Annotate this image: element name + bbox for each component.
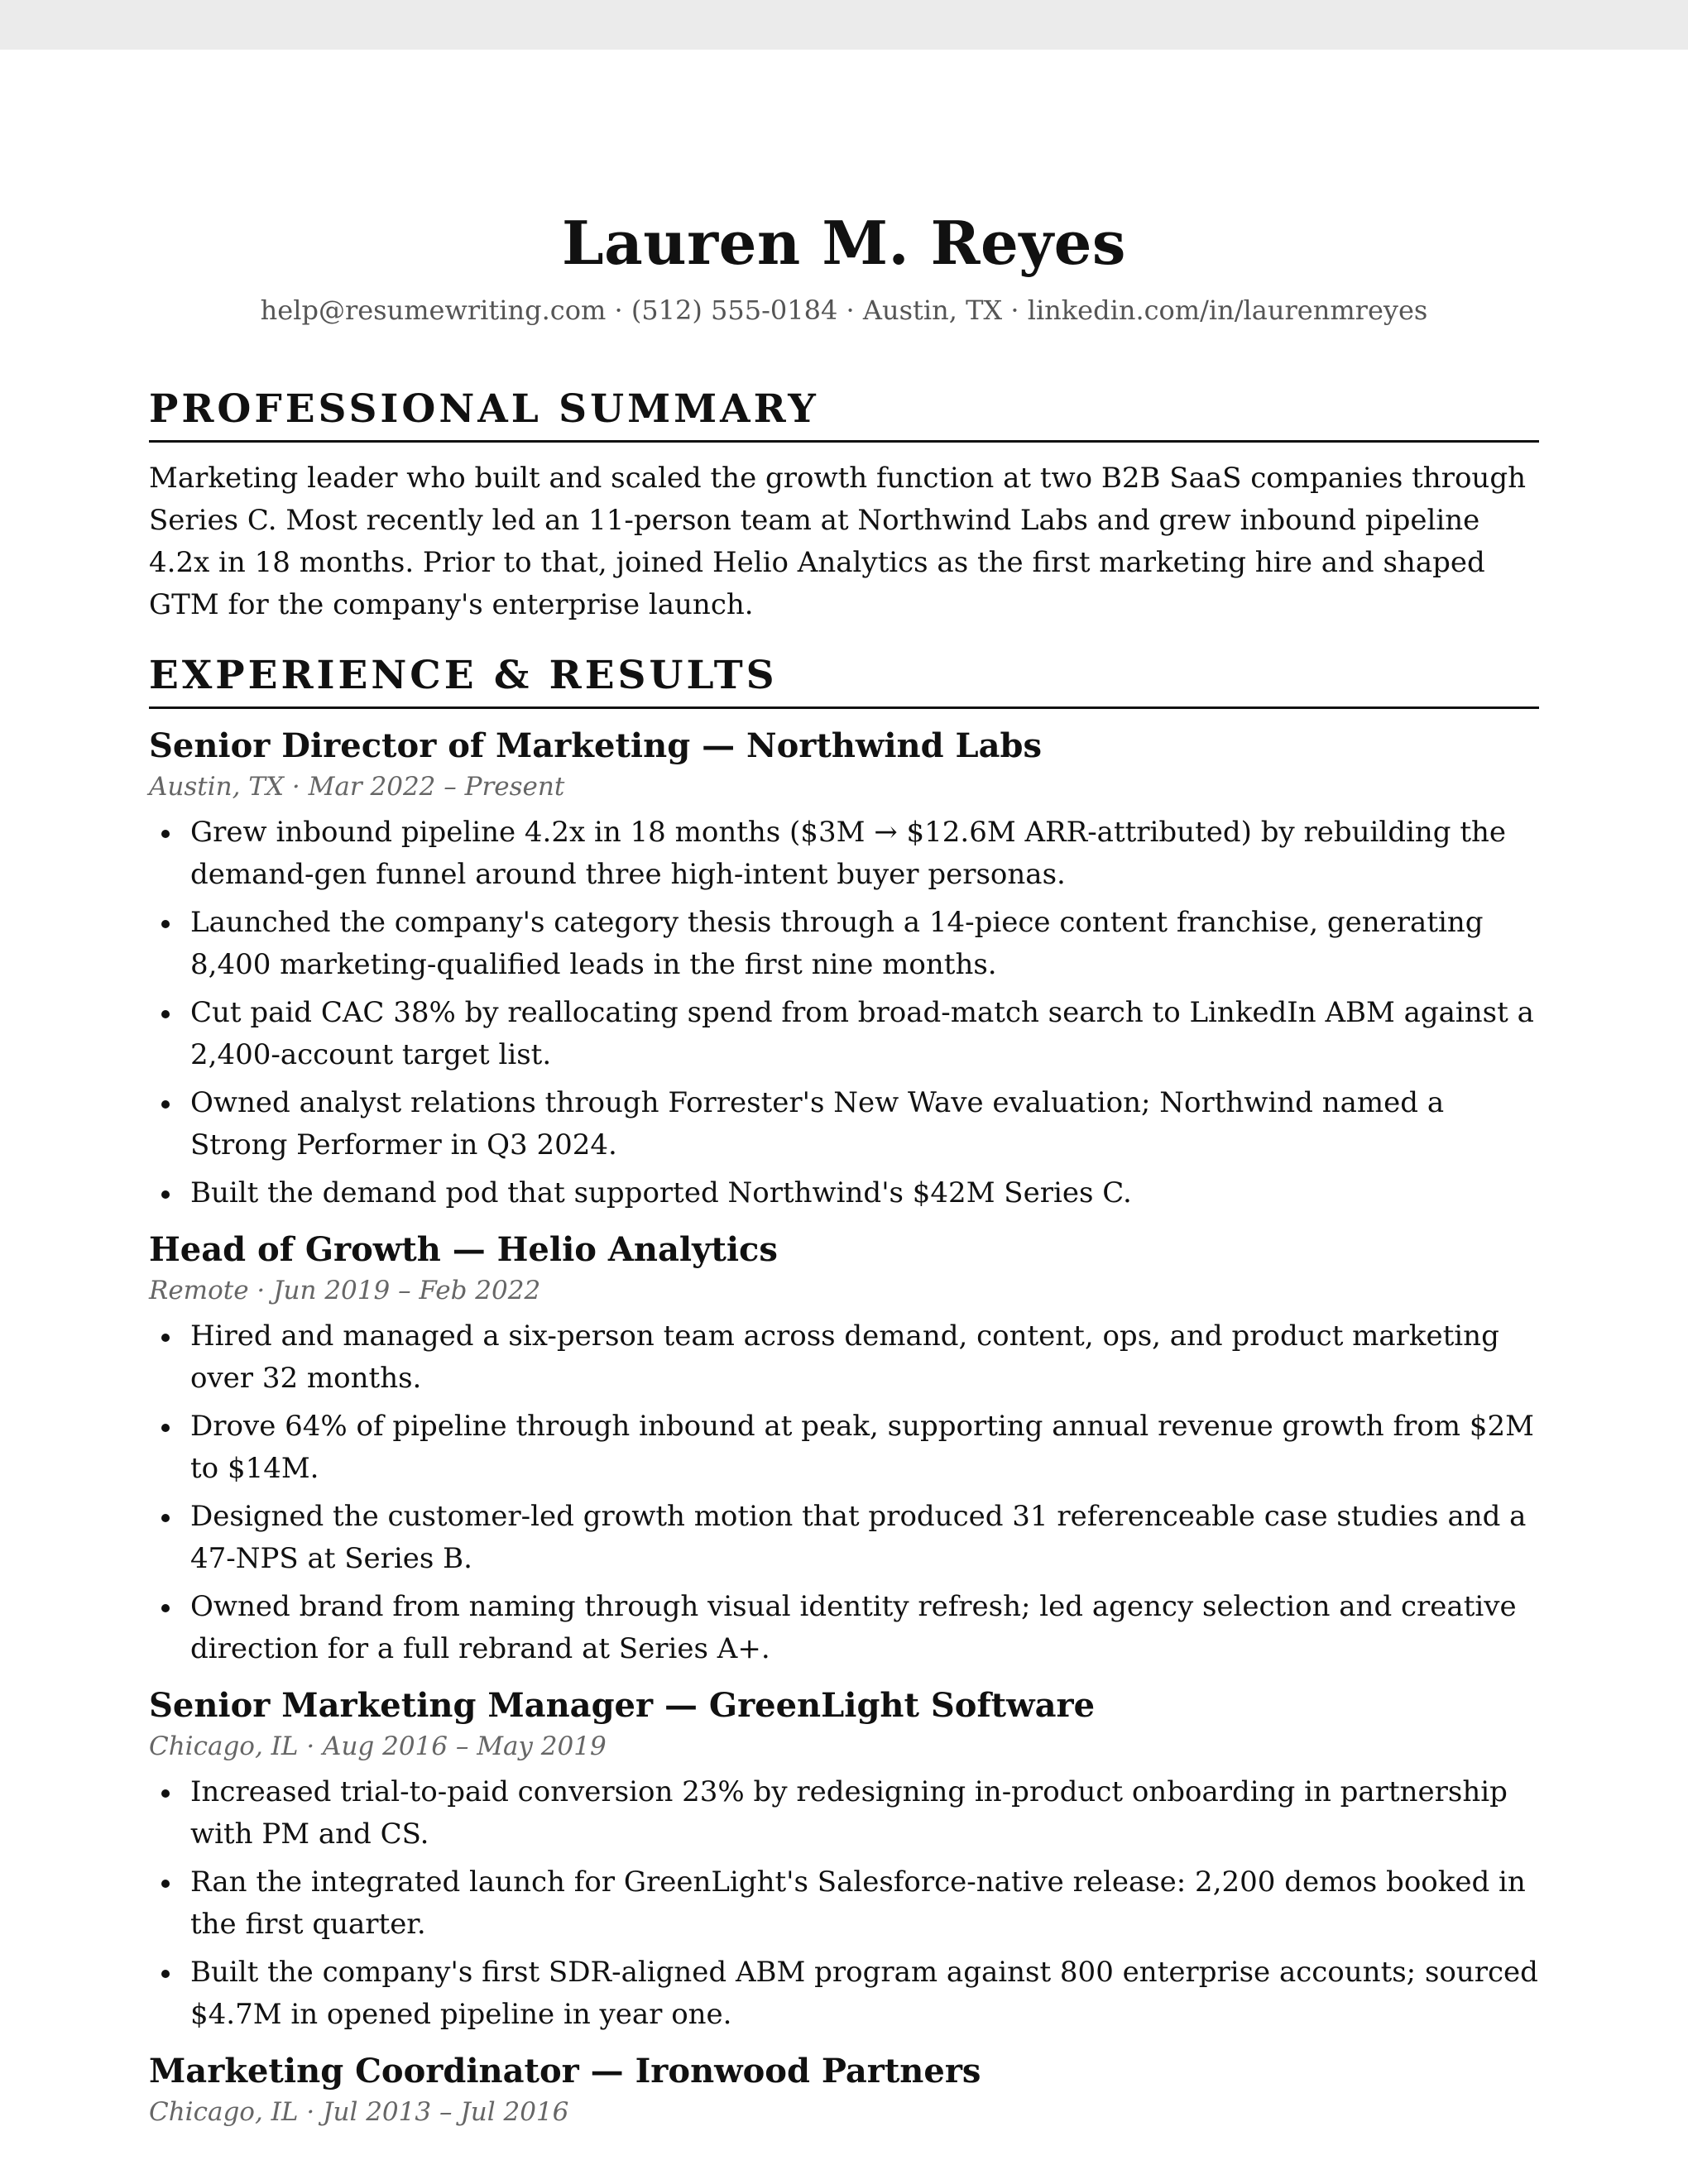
summary-text: Marketing leader who built and scaled the growth function at two B2B SaaS companies through Series C. Most recently led an 11-person team at Northwind Labs and grew inbound pipeline 4.2x in 18 months. Prior to that, joined Helio Analytics as the first marketing hire and shaped GTM for the company's enterprise launch. [149, 462, 1526, 621]
job-meta: Austin, TX · Mar 2022 – Present [149, 772, 565, 802]
bullet-dot [161, 1334, 170, 1342]
resume-page [149, 50, 1539, 2129]
job-bullet [149, 1172, 1539, 1214]
bullet-dot [161, 1604, 170, 1612]
job-bullet-text: Grew inbound pipeline 4.2x in 18 months ($3M → $12.6M ARR-attributed) by rebuilding the demand-gen funnel around three high-intent buyer personas. [190, 816, 1507, 891]
job-bullet-text: Owned analyst relations through Forrester's New Wave evaluation; Northwind named a Strong Performer in Q3 2024. [190, 1086, 1445, 1161]
job-title: Marketing Coordinator — Ironwood Partners [149, 2052, 981, 2091]
bullet-dot [161, 1789, 170, 1798]
job-meta: Chicago, IL · Jul 2013 – Jul 2016 [149, 2097, 569, 2127]
job-bullet [149, 992, 1539, 1076]
job-bullet-text: Ran the integrated launch for GreenLight's Salesforce-native release: 2,200 demos booked in the first quarter. [190, 1866, 1526, 1941]
bullet-dot [161, 1010, 170, 1018]
job-bullet [149, 1315, 1539, 1400]
job-bullet-text: Increased trial-to-paid conversion 23% by redesigning in-product onboarding in partnership with PM and CS. [190, 1775, 1508, 1851]
bullet-dot [161, 1880, 170, 1888]
job-bullet-text: Cut paid CAC 38% by reallocating spend from broad-match search to LinkedIn ABM against a 2,400-account target list. [190, 996, 1534, 1071]
job-bullet [149, 902, 1539, 986]
bullet-dot [161, 1424, 170, 1432]
job-bullet [149, 1082, 1539, 1166]
job-bullet [149, 1496, 1539, 1580]
browser-top-bar [0, 0, 1688, 50]
job-bullet-text: Hired and managed a six-person team across demand, content, ops, and product marketing over 32 months. [190, 1320, 1499, 1395]
job-bullet [149, 812, 1539, 896]
job-meta: Chicago, IL · Aug 2016 – May 2019 [149, 1731, 607, 1761]
job-bullet [149, 1771, 1539, 1856]
bullet-dot [161, 1190, 170, 1199]
job-bullet [149, 1952, 1539, 2036]
job-bullet-text: Designed the customer-led growth motion that produced 31 referenceable case studies and a 47-NPS at Series B. [190, 1500, 1527, 1575]
job-bullet-text: Built the company's first SDR-aligned ABM program against 800 enterprise accounts; sourced $4.7M in opened pipeline in year one. [190, 1956, 1538, 2031]
job-bullets [149, 812, 1539, 1214]
job-entry [149, 726, 1539, 1214]
summary-heading: PROFESSIONAL SUMMARY [149, 384, 1539, 443]
job-bullet [149, 1406, 1539, 1490]
job-bullet-text: Launched the company's category thesis through a 14-piece content franchise, generating 8,400 marketing-qualified leads in the first nine months. [190, 906, 1484, 981]
job-entry [149, 2051, 1539, 2129]
candidate-name: Lauren M. Reyes [562, 208, 1126, 278]
job-bullet-text: Built the demand pod that supported Northwind's $42M Series C. [190, 1176, 1132, 1209]
job-bullet-text: Drove 64% of pipeline through inbound at peak, supporting annual revenue growth from $2M to $14M. [190, 1410, 1534, 1485]
bullet-dot [161, 920, 170, 928]
contact-line: help@resumewriting.com · (512) 555-0184 · Austin, TX · linkedin.com/in/laurenmreyes [260, 295, 1428, 326]
job-title: Head of Growth — Helio Analytics [149, 1230, 778, 1269]
bullet-dot [161, 830, 170, 838]
bullet-dot [161, 1970, 170, 1978]
job-bullets [149, 1771, 1539, 2036]
job-meta: Remote · Jun 2019 – Feb 2022 [149, 1276, 541, 1305]
job-bullets [149, 1315, 1539, 1670]
experience-heading: EXPERIENCE & RESULTS [149, 650, 1539, 709]
bullet-dot [161, 1100, 170, 1109]
job-entry [149, 1685, 1539, 2036]
job-entry [149, 1229, 1539, 1670]
bullet-dot [161, 1514, 170, 1522]
job-bullet [149, 1861, 1539, 1946]
job-bullet-text: Owned brand from naming through visual identity refresh; led agency selection and creative direction for a full rebrand at Series A+. [190, 1590, 1517, 1665]
job-title: Senior Director of Marketing — Northwind Labs [149, 726, 1043, 765]
job-title: Senior Marketing Manager — GreenLight Software [149, 1686, 1096, 1725]
job-bullet [149, 1586, 1539, 1670]
